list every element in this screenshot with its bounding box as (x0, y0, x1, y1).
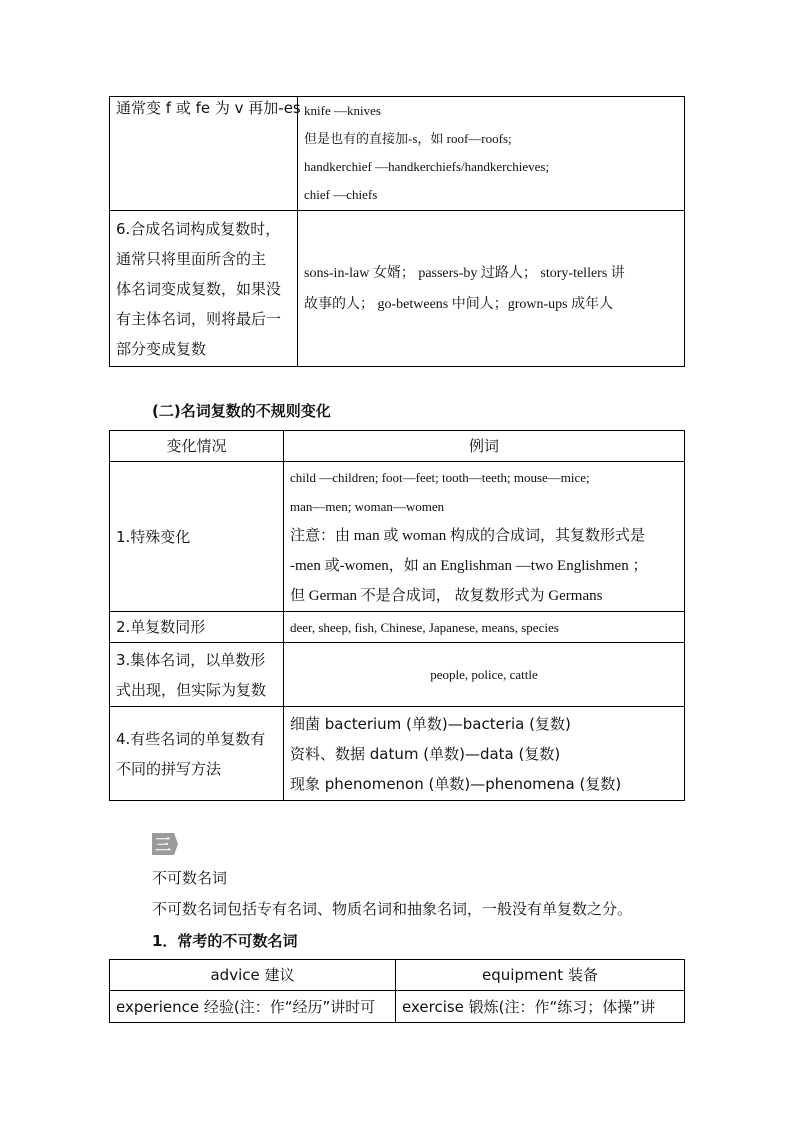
table-row (110, 97, 685, 211)
example-line: sons-in-law 女婿； passers-by 过路人； story-tellers 讲 (304, 265, 625, 281)
example-line: deer, sheep, fish, Chinese, Japanese, means, species (290, 619, 559, 635)
badge-label: 三 (155, 835, 172, 854)
example-line: 资料、数据 datum (单数)—data (复数) (290, 744, 561, 763)
category-cell: 3.集体名词，以单数形 式出现，但实际为复数 (110, 643, 284, 707)
category-cell: 1.特殊变化 (110, 462, 284, 612)
category-cell: 2.单复数同形 (110, 612, 284, 643)
table-header-row (110, 431, 685, 462)
example-line: 细菌 bacterium (单数)—bacteria (复数) (290, 714, 571, 733)
uncountable-nouns-table (109, 959, 685, 1023)
examples-cell (284, 643, 685, 707)
examples-cell (284, 707, 685, 801)
table-row (110, 211, 685, 367)
noun-cell: equipment 装备 (396, 960, 685, 991)
noun-cell: experience 经验(注：作“经历”讲时可 (110, 991, 396, 1023)
noun-cell: exercise 锻炼(注：作“练习；体操”讲 (396, 991, 685, 1023)
table-row (110, 991, 685, 1023)
example-line: 注意：由 man 或 woman 构成的合成词，其复数形式是 (290, 527, 645, 544)
examples-cell (284, 612, 685, 643)
noun-cell: advice 建议 (110, 960, 396, 991)
column-header: 变化情况 (110, 431, 284, 462)
category-cell: 4.有些名词的单复数有 不同的拼写方法 (110, 707, 284, 801)
section-title: 不可数名词 (152, 869, 228, 887)
section-intro: 不可数名词包括专有名词、物质名词和抽象名词，一般没有单复数之分。 (152, 900, 633, 918)
example-line: chief —chiefs (304, 187, 378, 202)
example-line: handkerchief —handkerchiefs/handkerchieves; (304, 159, 550, 174)
table-row (110, 960, 685, 991)
example-line: 但是也有的直接加-s，如 roof—roofs; (304, 131, 512, 146)
irregular-plurals-table (109, 430, 685, 801)
section-heading: (二)名词复数的不规则变化 (152, 402, 331, 420)
example-line: -men 或-women，如 an Englishman —two Englishmen ； (290, 557, 648, 574)
example-line: child —children; foot—feet; tooth—teeth; mouse—mice; (290, 469, 590, 485)
table-row (110, 612, 685, 643)
example-line: 现象 phenomenon (单数)—phenomena (复数) (290, 774, 622, 793)
examples-cell (284, 462, 685, 612)
subheading: 1．常考的不可数名词 (152, 932, 298, 950)
example-line: 故事的人； go-betweens 中间人；grown-ups 成年人 (304, 296, 614, 312)
table-row (110, 643, 685, 707)
example-line: people, police, cattle (430, 667, 538, 682)
example-line: knife —knives (304, 103, 381, 118)
column-header: 例词 (284, 431, 685, 462)
plural-rules-table (109, 96, 685, 367)
examples-cell (298, 211, 685, 367)
section-three-badge-icon (152, 833, 178, 855)
examples-cell (298, 97, 685, 211)
rule-cell: 通常变 f 或 fe 为 v 再加-es (110, 97, 298, 211)
table-row (110, 707, 685, 801)
rule-cell: 6.合成名词构成复数时， 通常只将里面所含的主 体名词变成复数，如果没 有主体名词，则将最后一 部分变成复数 (110, 211, 298, 367)
example-line: man—men; woman—women (290, 498, 445, 514)
example-line: 但 German 不是合成词， 故复数形式为 Germans (290, 587, 603, 604)
table-row (110, 462, 685, 612)
